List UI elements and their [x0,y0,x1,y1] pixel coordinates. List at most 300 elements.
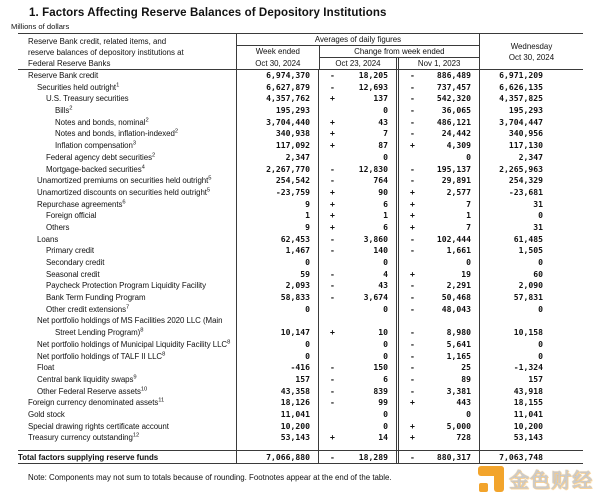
change-value: 737,457 [436,81,471,92]
table-note: Note: Components may not sum to totals because of rounding. Footnotes appear at the end of the table. [28,473,392,482]
change-sign: - [330,81,335,92]
change-sign: - [410,70,415,80]
change-sign: - [330,373,335,384]
cell-wednesday: 4,357,825 [479,93,583,105]
change-sign: - [410,327,415,338]
change-value: 0 [466,257,471,267]
change-sign [319,105,330,117]
change-sign: - [330,292,335,303]
change-sign: - [410,280,415,291]
change-sign: + [330,221,335,232]
change-value: 140 [373,245,388,256]
change-sign [319,315,330,327]
cell-change-from-prev-week [318,164,396,176]
change-value: 1,661 [446,245,471,256]
change-sign: - [410,175,415,186]
change-sign: + [330,116,335,127]
footnote-marker: 12 [132,432,140,439]
cell-change-from-prev-week [318,117,396,129]
cell-change-from-prev-year [396,140,479,152]
row-label: U.S. Treasury securities [46,94,129,104]
stub-header-line: Reserve Bank credit, related items, and [28,37,167,46]
table-row [18,292,583,304]
cell-change-from-prev-week [318,304,396,316]
cell-change-from-prev-year [396,386,479,398]
change-sign: + [330,432,335,443]
change-value: 764 [373,175,388,186]
change-sign: - [410,233,415,244]
row-label: Secondary credit [46,258,105,267]
cell-change-from-prev-week [318,374,396,386]
cell-week-ended: 0 [236,339,318,351]
cell-change-from-prev-week [318,245,396,257]
table-row [18,315,583,327]
cell-change-from-prev-year [396,327,479,339]
change-sign: + [410,397,415,408]
table-row [18,409,583,421]
change-sign: - [410,385,415,396]
change-value: 2,577 [446,186,471,197]
cell-wednesday: 2,265,963 [479,164,583,176]
change-value: 0 [383,151,388,162]
row-label: Gold stock [28,409,65,419]
change-sign [399,152,410,164]
cell-change-from-prev-week [318,315,396,327]
row-label: Foreign currency denominated assets$^{11}$ [28,397,165,408]
change-col1-date-header: Oct 23, 2024 [319,58,397,69]
cell-week-ended: 1 [236,210,318,222]
cell-wednesday: 10,158 [479,327,583,339]
cell-week-ended: 157 [236,374,318,386]
change-sign: - [410,128,415,139]
change-value: 7 [466,221,471,232]
change-sign: + [330,327,335,338]
total-change-year-cell [396,451,479,463]
change-value: 0 [466,151,471,162]
change-sign [399,315,410,327]
footnote-marker: 3 [132,140,137,147]
change-value: 0 [383,303,388,314]
cell-change-from-prev-week [318,128,396,140]
change-sign: - [330,452,335,462]
change-value: 150 [373,362,388,373]
change-sign: - [410,163,415,174]
week-ended-date-header: Oct 30, 2024 [255,59,301,68]
row-label: Net portfolio holdings of TALF II LLC$^8$ [37,350,166,361]
change-value: 87 [378,140,388,151]
watermark-text: 金色财经 [509,470,593,492]
change-value: 0 [383,420,388,431]
change-sign [319,351,330,363]
row-label: Central bank liquidity swaps$^9$ [37,374,137,384]
cell-week-ended: 0 [236,351,318,363]
table-row [18,280,583,292]
cell-wednesday: 0 [479,339,583,351]
row-label: Special drawing rights certificate account [28,421,169,431]
cell-week-ended: 62,453 [236,234,318,246]
cell-week-ended: -23,759 [236,187,318,199]
total-week-ended-value: 7,066,880 [236,451,318,463]
wednesday-date: Oct 30, 2024 [508,52,555,62]
cell-week-ended: 1,467 [236,245,318,257]
cell-change-from-prev-year [396,93,479,105]
change-sign: - [330,233,335,244]
row-label: Bank Term Funding Program [46,293,146,303]
cell-week-ended: 195,293 [236,105,318,117]
table-row [18,397,583,409]
table-row [18,152,583,164]
cell-change-from-prev-year [396,128,479,140]
cell-wednesday: 195,293 [479,105,583,117]
table-row [18,374,583,386]
cell-change-from-prev-year [396,257,479,269]
cell-change-from-prev-year [396,432,479,444]
cell-wednesday: 1,505 [479,245,583,257]
cell-change-from-prev-year [396,315,479,327]
table-row [18,234,583,246]
change-sign: - [330,280,335,291]
cell-week-ended: 117,092 [236,140,318,152]
change-sign: + [410,140,415,151]
table-row [18,117,583,129]
row-label: Bills$^2$ [55,105,73,116]
cell-week-ended: 9 [236,222,318,234]
table-row [18,70,583,82]
cell-change-from-prev-year [396,164,479,176]
cell-change-from-prev-year [396,222,479,234]
change-value: 18,205 [358,70,388,80]
change-value: 10 [378,327,388,338]
table-row [18,327,583,339]
cell-change-from-prev-week [318,269,396,281]
table-row [18,128,583,140]
cell-change-from-prev-year [396,280,479,292]
cell-change-from-prev-week [318,409,396,421]
row-label: Seasonal credit [46,269,100,279]
cell-week-ended: 0 [236,257,318,269]
cell-wednesday: 53,143 [479,432,583,444]
change-sign [319,257,330,269]
change-sign: + [410,186,415,197]
row-label: Notes and bonds, inflation-indexed$^2$ [55,128,178,139]
change-sign: + [410,268,415,279]
change-sign: - [330,163,335,174]
cell-wednesday: 340,956 [479,128,583,140]
cell-week-ended: 340,938 [236,128,318,140]
cell-change-from-prev-year [396,421,479,433]
change-value: 25 [461,362,471,373]
cell-wednesday: 3,704,447 [479,117,583,129]
change-value: 7 [383,128,388,139]
cell-change-from-prev-year [396,351,479,363]
cell-wednesday: 2,347 [479,152,583,164]
footnote-marker: 6 [122,198,126,205]
row-label: Mortgage-backed securities$^4$ [46,163,145,174]
cell-wednesday: 60 [479,269,583,281]
change-value: 24,442 [441,128,471,139]
cell-week-ended: 10,200 [236,421,318,433]
change-sign: - [330,385,335,396]
change-sign: - [410,373,415,384]
change-value: 90 [378,186,388,197]
change-sign: - [410,362,415,373]
total-label: Total factors supplying reserve funds [18,453,159,462]
averages-header-group [236,34,479,69]
cell-change-from-prev-year [396,339,479,351]
cell-wednesday: 31 [479,222,583,234]
change-sign: - [330,175,335,186]
table-row [18,421,583,433]
cell-wednesday [479,315,583,327]
cell-change-from-prev-week [318,93,396,105]
change-sign: - [330,268,335,279]
change-sign: + [330,93,335,104]
cell-week-ended: 2,267,770 [236,164,318,176]
cell-change-from-prev-week [318,339,396,351]
jinse-finance-logo-icon [478,466,504,492]
change-sign: - [330,397,335,408]
cell-change-from-prev-year [396,187,479,199]
cell-change-from-prev-year [396,82,479,94]
footnote-marker: 2 [174,128,178,135]
change-sign: + [330,140,335,151]
change-sign: - [410,292,415,303]
change-value: 3,860 [363,233,388,244]
cell-change-from-prev-week [318,222,396,234]
cell-wednesday: 18,155 [479,397,583,409]
change-value: 43 [378,280,388,291]
footnote-marker: 7 [126,304,130,311]
cell-week-ended: 6,627,879 [236,82,318,94]
stub-header [18,34,236,69]
change-value: 5,000 [446,420,471,431]
table-row [18,339,583,351]
change-value: 886,489 [436,70,471,80]
change-sign: - [410,452,415,462]
cell-wednesday: 6,626,135 [479,82,583,94]
table-row [18,269,583,281]
row-label: Float [37,363,55,373]
change-sign [319,421,330,433]
cell-change-from-prev-year [396,210,479,222]
change-from-week-ended-header: Change from week ended [319,46,479,58]
table-row [18,222,583,234]
change-value: 36,065 [441,105,471,116]
row-label: Net portfolio holdings of Municipal Liquidity Facility LLC$^8$ [37,339,231,349]
change-value: 18,289 [358,452,388,462]
cell-week-ended: 2,347 [236,152,318,164]
change-value: 5,641 [446,338,471,349]
cell-change-from-prev-year [396,152,479,164]
change-value [471,315,479,327]
change-value: 0 [466,408,471,419]
cell-change-from-prev-week [318,199,396,211]
change-sign: + [330,210,335,221]
change-sign [319,152,330,164]
change-value [388,315,396,327]
table-body [18,70,583,444]
change-value: 0 [383,350,388,361]
cell-wednesday: 0 [479,210,583,222]
table-row [18,351,583,363]
watermark [478,464,593,493]
change-sign: - [410,81,415,92]
table-row [18,164,583,176]
change-value: 0 [383,338,388,349]
cell-week-ended: 10,147 [236,327,318,339]
table-row [18,93,583,105]
row-label: Unamortized discounts on securities held outright$^5$ [37,187,211,197]
footnote-marker: 1 [116,82,120,89]
change-value: 195,137 [436,163,471,174]
table-row [18,105,583,117]
footnote-marker: 8 [227,339,231,346]
change-value: 0 [383,257,388,267]
cell-week-ended: 2,093 [236,280,318,292]
change-value: 4,309 [446,140,471,151]
row-label: Federal agency debt securities$^2$ [46,152,156,162]
change-value: 3,674 [363,292,388,303]
units-label: Millions of dollars [11,22,70,31]
cell-wednesday: 117,130 [479,140,583,152]
footnote-marker: 2 [151,152,156,159]
change-value: 6 [383,373,388,384]
cell-change-from-prev-week [318,70,396,82]
change-sign: - [410,105,415,116]
table-row [18,304,583,316]
row-label: Others [46,222,70,232]
cell-change-from-prev-year [396,362,479,374]
change-value: 3,381 [446,385,471,396]
wednesday-column-header [479,34,583,69]
cell-change-from-prev-year [396,409,479,421]
change-value: 19 [461,268,471,279]
change-sign [319,339,330,351]
cell-change-from-prev-week [318,152,396,164]
change-value: 2,291 [446,280,471,291]
change-value: 6 [383,198,388,209]
cell-wednesday: 10,200 [479,421,583,433]
change-value: 48,043 [441,303,471,314]
change-value: 4 [383,268,388,279]
row-label: Notes and bonds, nominal$^2$ [55,117,149,127]
cell-change-from-prev-week [318,257,396,269]
week-ended-header: Week ended [255,47,300,56]
cell-change-from-prev-year [396,234,479,246]
cell-change-from-prev-week [318,175,396,187]
change-value: 443 [456,397,471,408]
change-sign: + [330,198,335,209]
footnote-marker: 11 [158,397,165,404]
table-row [18,140,583,152]
change-sign [399,257,410,269]
change-col2-date-header: Nov 1, 2023 [396,58,479,69]
table-row [18,386,583,398]
table-row [18,187,583,199]
change-sign: + [410,420,415,431]
change-value: 8,980 [446,327,471,338]
footnote-marker: 9 [133,374,137,381]
table-header [18,34,583,70]
cell-change-from-prev-week [318,432,396,444]
change-value: 14 [378,432,388,443]
change-value: 7 [466,198,471,209]
change-sign: - [410,245,415,256]
cell-change-from-prev-week [318,210,396,222]
page-title: 1. Factors Affecting Reserve Balances of Depository Institutions [29,7,387,19]
change-value: 12,830 [358,163,388,174]
cell-week-ended: 3,704,440 [236,117,318,129]
change-sign: - [330,70,335,80]
cell-wednesday: -1,324 [479,362,583,374]
cell-change-from-prev-week [318,351,396,363]
cell-change-from-prev-week [318,421,396,433]
averages-of-daily-figures-header: Averages of daily figures [237,34,479,46]
cell-wednesday: 0 [479,257,583,269]
cell-week-ended: 53,143 [236,432,318,444]
cell-wednesday: 254,329 [479,175,583,187]
cell-week-ended: 18,126 [236,397,318,409]
cell-change-from-prev-week [318,105,396,117]
cell-change-from-prev-week [318,187,396,199]
change-sign [399,409,410,421]
change-sign: - [410,303,415,314]
cell-wednesday: 157 [479,374,583,386]
change-sign: + [410,210,415,221]
footnote-marker: 4 [141,163,145,170]
cell-wednesday: 6,971,209 [479,70,583,82]
change-value: 99 [378,397,388,408]
cell-change-from-prev-year [396,397,479,409]
spacer-row [18,444,583,450]
cell-wednesday: 0 [479,351,583,363]
change-sign: + [410,221,415,232]
footnote-marker: 10 [140,385,148,392]
change-value: 6 [383,221,388,232]
change-value: 728 [456,432,471,443]
change-sign [319,304,330,316]
table-row [18,257,583,269]
cell-change-from-prev-week [318,280,396,292]
cell-week-ended: 4,357,762 [236,93,318,105]
cell-week-ended: -416 [236,362,318,374]
change-sign: - [330,245,335,256]
table-row [18,199,583,211]
cell-week-ended: 254,542 [236,175,318,187]
total-row [18,450,583,464]
table-row [18,175,583,187]
change-sign: + [330,128,335,139]
cell-change-from-prev-year [396,70,479,82]
footnote-marker: 2 [69,105,73,112]
cell-week-ended [236,315,318,327]
change-value: 12,693 [358,81,388,92]
cell-week-ended: 59 [236,269,318,281]
cell-week-ended: 6,974,370 [236,70,318,82]
row-label: Loans [37,234,59,244]
change-value: 137 [373,93,388,104]
cell-wednesday: 11,041 [479,409,583,421]
row-label: Foreign official [46,211,97,221]
change-sign: - [330,362,335,373]
row-label: Repurchase agreements$^6$ [37,198,126,209]
cell-change-from-prev-year [396,292,479,304]
total-change-week-cell [318,451,396,463]
cell-wednesday: 0 [479,304,583,316]
row-label: Inflation compensation$^3$ [55,140,137,151]
row-label: Securities held outright$^1$ [37,82,120,92]
row-label: Treasury currency outstanding$^{12}$ [28,432,140,443]
